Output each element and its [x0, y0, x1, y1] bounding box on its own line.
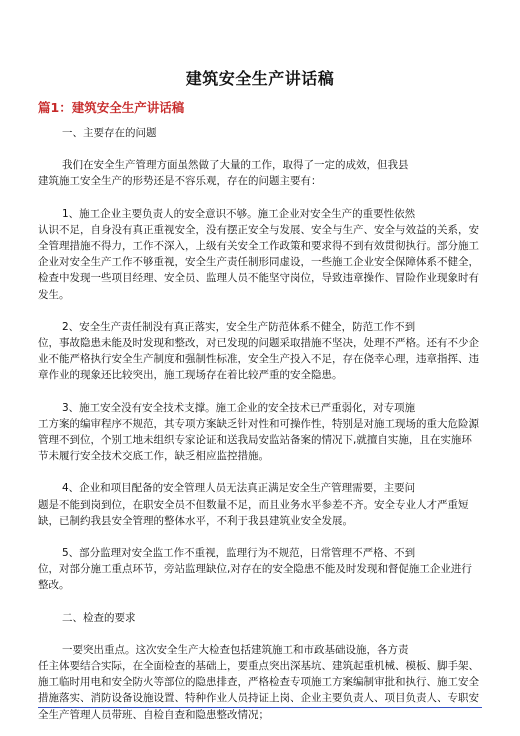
requirement-rest: 任主体要结合实际，在全面检查的基础上，要重点突出深基坑、建筑起重机械、模板、脚手架、施工临时用电和安全防火等部位的隐患排查，严格检查专项施工方案编制审批和执行、施工安全措施落实、消防设备设施设置、特种作业人员持证上岗、企业主要负责人、项目负责人、专职安全生产管理人员带班、自检自查和隐患整改情况； [38, 660, 479, 721]
problem-4-rest: 题是不能到岗到位，在职安全员不但数量不足，而且业务水平参差不齐。安全专业人才严重短缺，已制约我县安全管理的整体水平，不利于我县建筑业安全发展。 [38, 498, 469, 527]
problem-1-rest: 认识不足，自身没有真正重视安全，没有摆正安全与发展、安全与生产、安全与效益的关系，安全管理措施不得力，工作不深入，上级有关安全工作政策和要求得不到有效贯彻执行。部分施工企业对安全生产工作不够重视，安全生产责任制形同虚设，一些施工企业安全保障体系不健全，检查中发现一些项目经理、安全员、监理人员不能坚守岗位，导致违章操作、冒险作业现象时有发生。 [38, 223, 479, 301]
problem-2-rest: 位，事故隐患未能及时发现和整改，对已发现的问题采取措施不坚决，处理不严格。还有不少企业不能严格执行安全生产制度和强制性标准，安全生产投入不足，存在侥幸心理，违章指挥、违章作业的现象还比较突出，施工现场存在着比较严重的安全隐患。 [38, 337, 479, 382]
problem-5-rest: 位，对部分施工重点环节，旁站监理缺位,对存在的安全隐患不能及时发现和督促施工企业进行整改。 [38, 563, 472, 592]
footer-divider [38, 707, 482, 708]
problem-4-first: 4、企业和项目配备的安全管理人员无法真正满足安全生产管理需要，主要问 [62, 482, 416, 495]
section-heading-requirements: 二、检查的要求 [62, 611, 136, 624]
problem-3-first: 3、施工安全没有安全技术支撑。施工企业的安全技术已严重弱化，对专项施 [62, 401, 416, 414]
problem-2-first: 2、安全生产责任制没有真正落实，安全生产防范体系不健全，防范工作不到 [62, 320, 416, 333]
intro-line-2: 建筑施工安全生产的形势还是不容乐观，存在的问题主要有： [38, 175, 322, 188]
problem-1-first: 1、施工企业主要负责人的安全意识不够。施工企业对安全生产的重要性依然 [62, 207, 416, 220]
document-title: 建筑安全生产讲话稿 [185, 69, 335, 88]
document-subtitle: 篇1：建筑安全生产讲话稿 [38, 100, 185, 115]
intro-line-1: 我们在安全生产管理方面虽然做了大量的工作，取得了一定的成效，但我县 [62, 159, 409, 172]
document-body [38, 125, 482, 723]
requirement-first: 一要突出重点。这次安全生产大检查包括建筑施工和市政基础设施，各方责 [62, 643, 409, 656]
problem-3-rest: 工方案的编审程序不规范，其专项方案缺乏针对性和可操作性，特别是对施工现场的重大危险源管理不到位，个别工地未组织专家论证和送我局安监站备案的情况下,就擅自实施，且在实施环节未履行安全技术交底工作，缺乏相应监控措施。 [38, 417, 479, 463]
section-heading-problems: 一、主要存在的问题 [62, 127, 157, 139]
problem-5-first: 5、部分监理对安全监工作不重视，监理行为不规范，日常管理不严格、不到 [62, 547, 416, 560]
